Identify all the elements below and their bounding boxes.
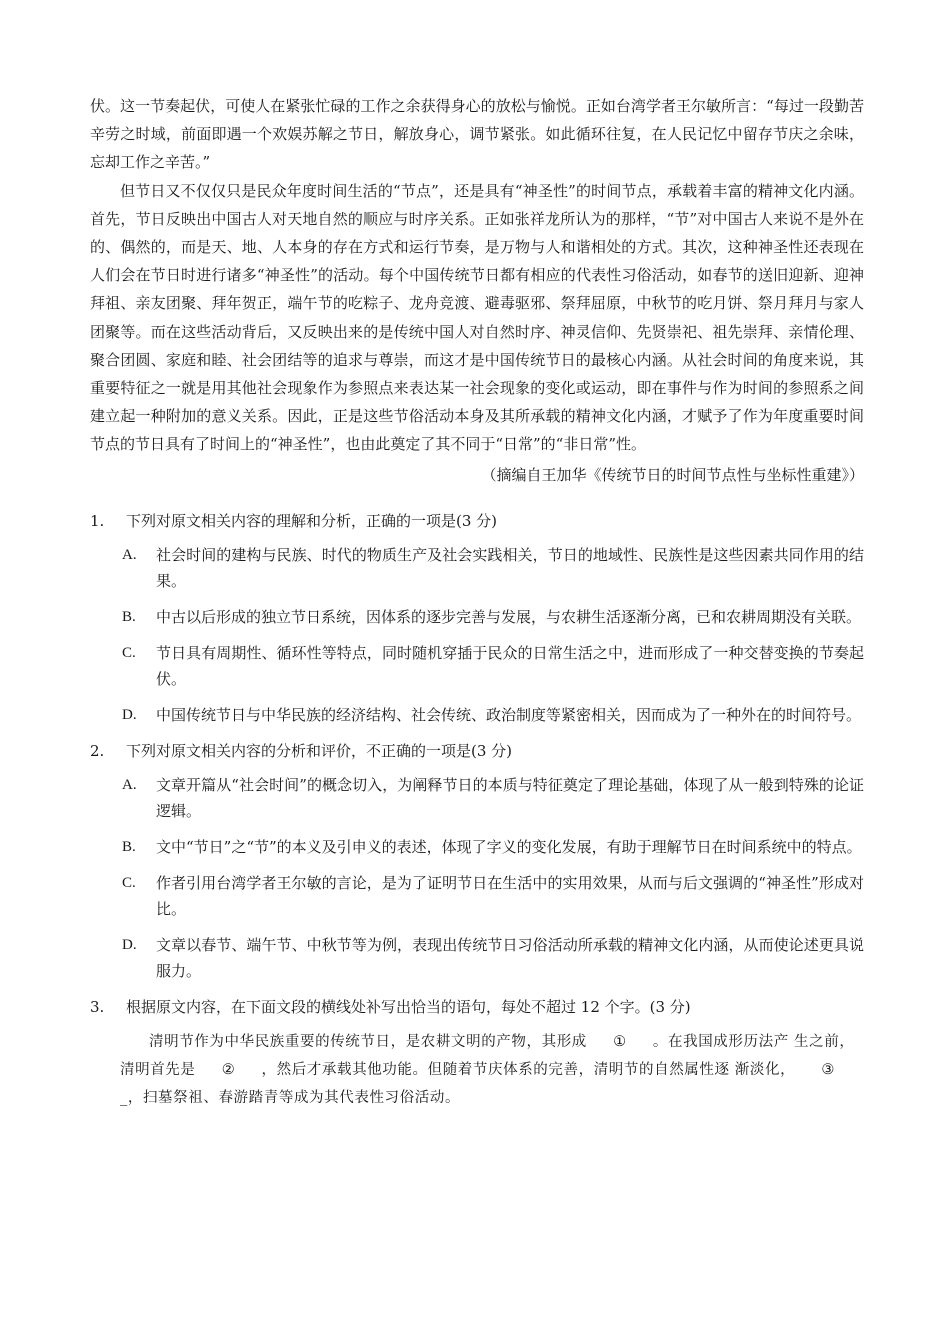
option-d <box>122 932 864 984</box>
option-letter: A. <box>122 547 137 563</box>
option-text: 文章开篇从“社会时间”的概念切入，为阐释节日的本质与特征奠定了理论基础，体现了从一般到特殊的论证逻辑。 <box>156 776 864 820</box>
question-stem: 根据原文内容，在下面文段的横线处补写出恰当的语句，每处不超过 12 个字。(3 分) <box>126 998 691 1016</box>
question-number: 3. <box>90 998 105 1016</box>
option-c <box>122 640 864 692</box>
fill-text-2: 。在我国成形历法产 生之前，清明首先是 <box>120 1034 855 1078</box>
question-1 <box>90 508 864 728</box>
option-text: 节日具有周期性、循环性等特点，同时随机穿插于民众的日常生活之中，进而形成了一种交替变换的节奏起伏。 <box>156 644 864 688</box>
passage-source: （摘编自王加华《传统节日的时间节点性与坐标性重建》） <box>481 465 864 484</box>
option-letter: C. <box>122 875 136 891</box>
fill-text-4: _，扫墓祭祖、春游踏青等成为其代表性习俗活动。 <box>120 1090 461 1106</box>
option-text: 文中“节日”之“节”的本义及引申义的表述，体现了字义的变化发展，有助于理解节日在时间系统中的特点。 <box>156 838 862 856</box>
question-list <box>90 508 864 1112</box>
answer-blank-1[interactable]: ① <box>613 1034 627 1050</box>
fill-text-1: 清明节作为中华民族重要的传统节日，是农耕文明的产物，其形成 <box>149 1034 587 1050</box>
answer-blank-3[interactable]: ③ <box>821 1062 836 1078</box>
option-a <box>122 542 864 594</box>
fill-in-passage <box>120 1028 864 1112</box>
option-d <box>122 702 864 728</box>
option-b <box>122 834 864 860</box>
question-2 <box>90 738 864 984</box>
option-text: 中古以后形成的独立节日系统，因体系的逐步完善与发展，与农耕生活逐渐分离，已和农耕周期没有关联。 <box>156 608 862 626</box>
option-text: 社会时间的建构与民族、时代的物质生产及社会实践相关，节日的地域性、民族性是这些因素共同作用的结果。 <box>156 546 864 590</box>
option-letter: B. <box>122 839 136 855</box>
question-3 <box>90 994 864 1112</box>
answer-blank-2[interactable]: ② <box>221 1062 236 1078</box>
option-letter: C. <box>122 645 136 661</box>
option-c <box>122 870 864 922</box>
option-letter: D. <box>122 937 137 953</box>
fill-text-3: ，然后才承载其他功能。但随着节庆体系的完善，清明节的自然属性逐 渐淡化， <box>261 1062 796 1078</box>
question-number: 2. <box>90 742 105 760</box>
passage-paragraph-1: 伏。这一节奏起伏，可使人在紧张忙碌的工作之余获得身心的放松与愉悦。正如台湾学者王尔敏所言：“每过一段勤苦辛劳之时域，前面即遇一个欢娱苏解之节日，解放身心，调节紧张。如此循环往复，在人民记忆中留存节庆之余味，忘却工作之辛苦。” <box>90 97 864 172</box>
option-letter: A. <box>122 777 137 793</box>
option-a <box>122 772 864 824</box>
option-text: 文章以春节、端午节、中秋节等为例，表现出传统节日习俗活动所承载的精神文化内涵，从而使论述更具说服力。 <box>156 936 864 980</box>
reading-passage <box>90 92 864 489</box>
passage-paragraph-2: 但节日又不仅仅只是民众年度时间生活的“节点”，还是具有“神圣性”的时间节点，承载着丰富的精神文化内涵。首先，节日反映出中国古人对天地自然的顺应与时序关系。正如张祥龙所认为的那样，“节”对中国古人来说不是外在的、偶然的，而是天、地、人本身的存在方式和运行节奏，是万物与人和谐相处的方式。其次，这种神圣性还表现在人们会在节日时进行诸多“神圣性”的活动。每个中国传统节日都有相应的代表性习俗活动，如春节的送旧迎新、迎神拜祖、亲友团聚、拜年贺正，端午节的吃粽子、龙舟竞渡、避毒驱邪、祭拜屈原，中秋节的吃月饼、祭月拜月与家人团聚等。而在这些活动背后，又反映出来的是传统中国人对自然时序、神灵信仰、先贤崇祀、祖先崇拜、亲情伦理、聚合团圆、家庭和睦、社会团结等的追求与尊崇，而这才是中国传统节日的最核心内涵。从社会时间的角度来说，其重要特征之一就是用其他社会现象作为参照点来表达某一社会现象的变化或运动，即在事件与作为时间的参照系之间建立起一种附加的意义关系。因此，正是这些节俗活动本身及其所承载的精神文化内涵，才赋予了作为年度重要时间节点的节日具有了时间上的“神圣性”，也由此奠定了其不同于“日常”的“非日常”性。 <box>90 181 864 454</box>
option-text: 中国传统节日与中华民族的经济结构、社会传统、政治制度等紧密相关，因而成为了一种外在的时间符号。 <box>156 706 862 724</box>
option-text: 作者引用台湾学者王尔敏的言论，是为了证明节日在生活中的实用效果，从而与后文强调的“神圣性”形成对比。 <box>156 874 864 918</box>
option-letter: B. <box>122 609 136 625</box>
question-stem: 下列对原文相关内容的理解和分析，正确的一项是(3 分) <box>126 512 498 530</box>
option-b <box>122 604 864 630</box>
question-stem: 下列对原文相关内容的分析和评价，不正确的一项是(3 分) <box>126 742 513 760</box>
option-letter: D. <box>122 707 137 723</box>
question-number: 1. <box>90 512 105 530</box>
